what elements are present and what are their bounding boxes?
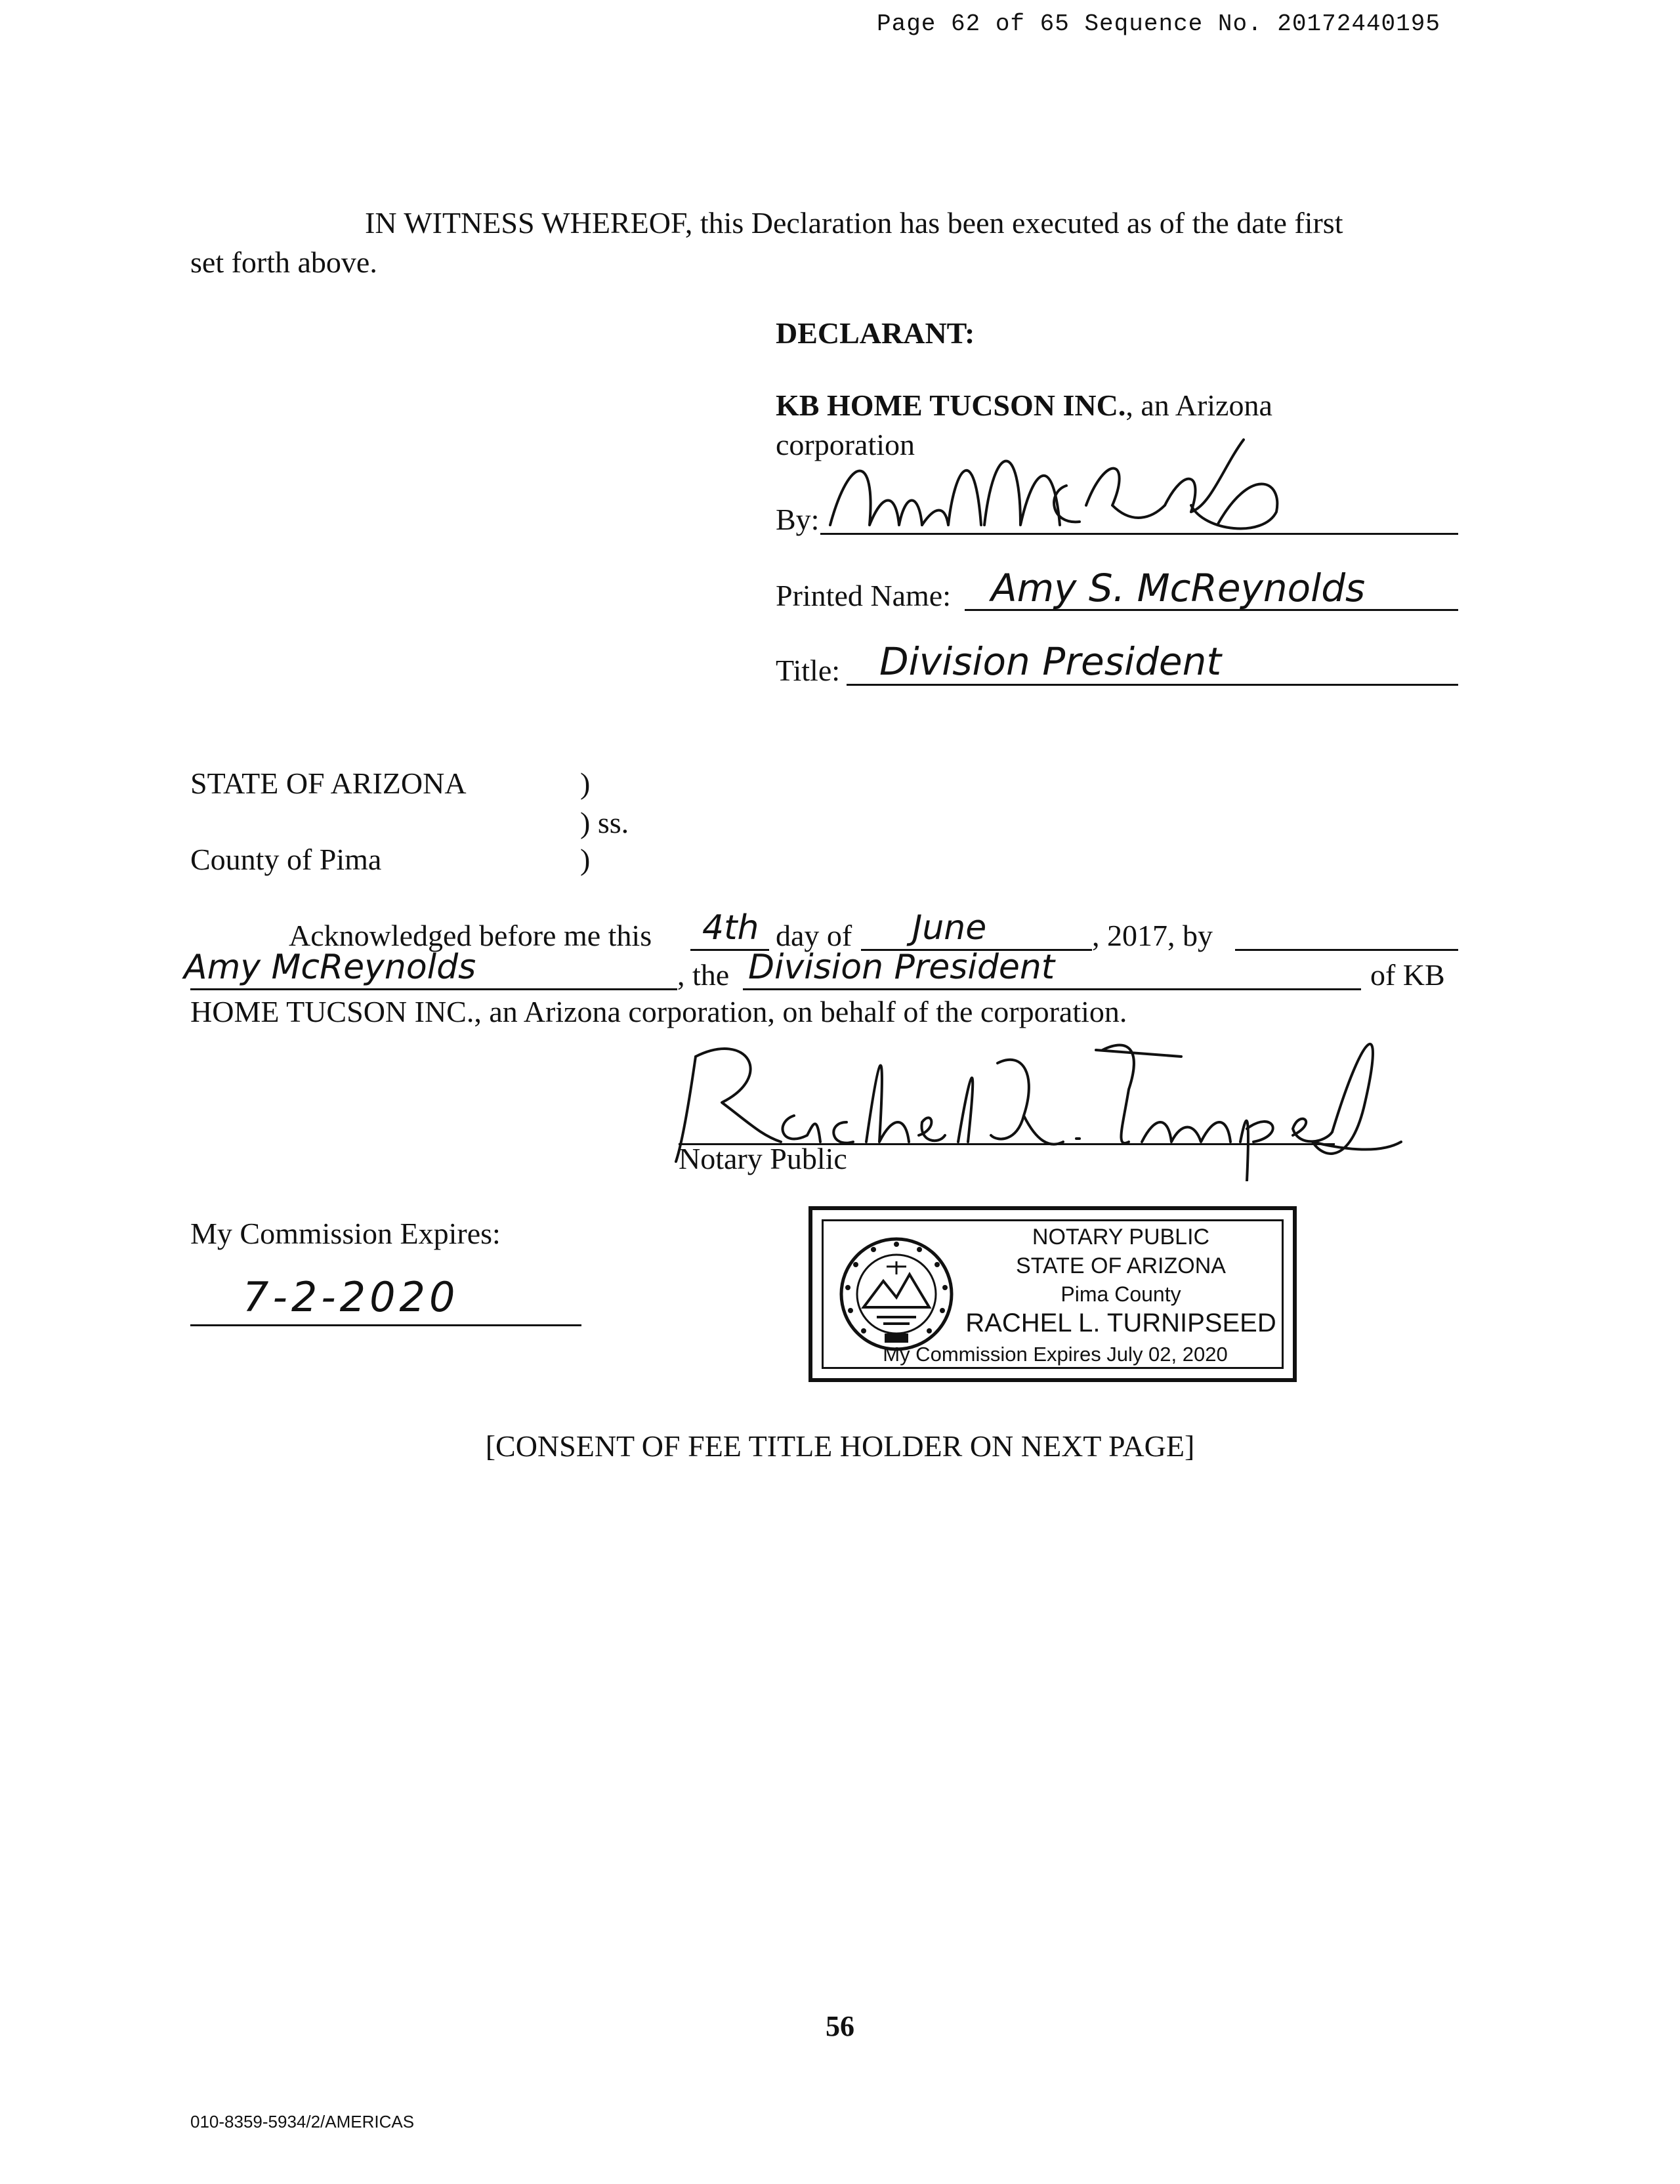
- witness-line-2: set forth above.: [190, 245, 377, 279]
- stamp-line-1: NOTARY PUBLIC: [1032, 1225, 1210, 1250]
- notary-public-label: Notary Public: [679, 1142, 847, 1175]
- declarant-company-name: KB HOME TUCSON INC.: [776, 388, 1126, 422]
- commission-value: 7-2-2020: [243, 1273, 459, 1321]
- stamp-line-2: STATE OF ARIZONA: [1016, 1253, 1226, 1278]
- by-label: By:: [776, 503, 820, 536]
- declarant-company-line-2: corporation: [776, 428, 915, 461]
- commission-line: [190, 1324, 581, 1326]
- ack-day-value: 4th: [702, 908, 759, 948]
- declarant-company-rest: , an Arizona: [1125, 388, 1272, 422]
- venue-county: County of Pima: [190, 843, 382, 876]
- venue-state: STATE OF ARIZONA: [190, 766, 467, 800]
- ack-title-line: [743, 988, 1361, 990]
- ack-by-line: [1235, 949, 1458, 951]
- ack-title-value: Division President: [748, 948, 1055, 987]
- notary-stamp: [808, 1206, 1297, 1382]
- ack-name-value: Amy McReynolds: [184, 948, 476, 987]
- consent-note: [CONSENT OF FEE TITLE HOLDER ON NEXT PAGE]: [485, 1429, 1195, 1463]
- declarant-company: [776, 387, 1272, 424]
- stamp-line-3: Pima County: [1060, 1282, 1181, 1306]
- state-seal-icon: [837, 1235, 956, 1353]
- ack-text-e: of KB: [1370, 958, 1445, 992]
- ack-month-value: June: [912, 908, 987, 948]
- declarant-signature: [824, 427, 1296, 545]
- witness-line-1: IN WITNESS WHEREOF, this Declaration has been executed as of the date first: [365, 206, 1343, 240]
- venue-paren-1: ): [580, 766, 591, 800]
- title-value: Division President: [879, 639, 1222, 684]
- ack-text-a: Acknowledged before me this: [289, 919, 652, 952]
- title-line: [847, 684, 1458, 686]
- commission-label: My Commission Expires:: [190, 1217, 501, 1250]
- venue-paren-3: ): [580, 843, 591, 876]
- page-sequence-header: Page 62 of 65 Sequence No. 20172440195: [877, 10, 1440, 37]
- footer-document-ref: 010-8359-5934/2/AMERICAS: [190, 2112, 415, 2132]
- venue-ss: ) ss.: [580, 806, 629, 839]
- stamp-line-4: RACHEL L. TURNIPSEED: [965, 1309, 1276, 1337]
- ack-name-line: [190, 988, 677, 990]
- ack-text-c: , 2017, by: [1092, 919, 1213, 952]
- title-label: Title:: [776, 654, 841, 687]
- declarant-heading: DECLARANT:: [776, 316, 975, 350]
- printed-name-value: Amy S. McReynolds: [991, 566, 1366, 610]
- printed-name-label: Printed Name:: [776, 579, 951, 612]
- ack-line-3: HOME TUCSON INC., an Arizona corporation, on behalf of the corporation.: [190, 995, 1127, 1028]
- page-number: 56: [826, 2010, 854, 2042]
- ack-text-b: day of: [776, 919, 852, 952]
- ack-text-d: , the: [677, 958, 730, 992]
- stamp-line-5: My Commission Expires July 02, 2020: [883, 1343, 1228, 1366]
